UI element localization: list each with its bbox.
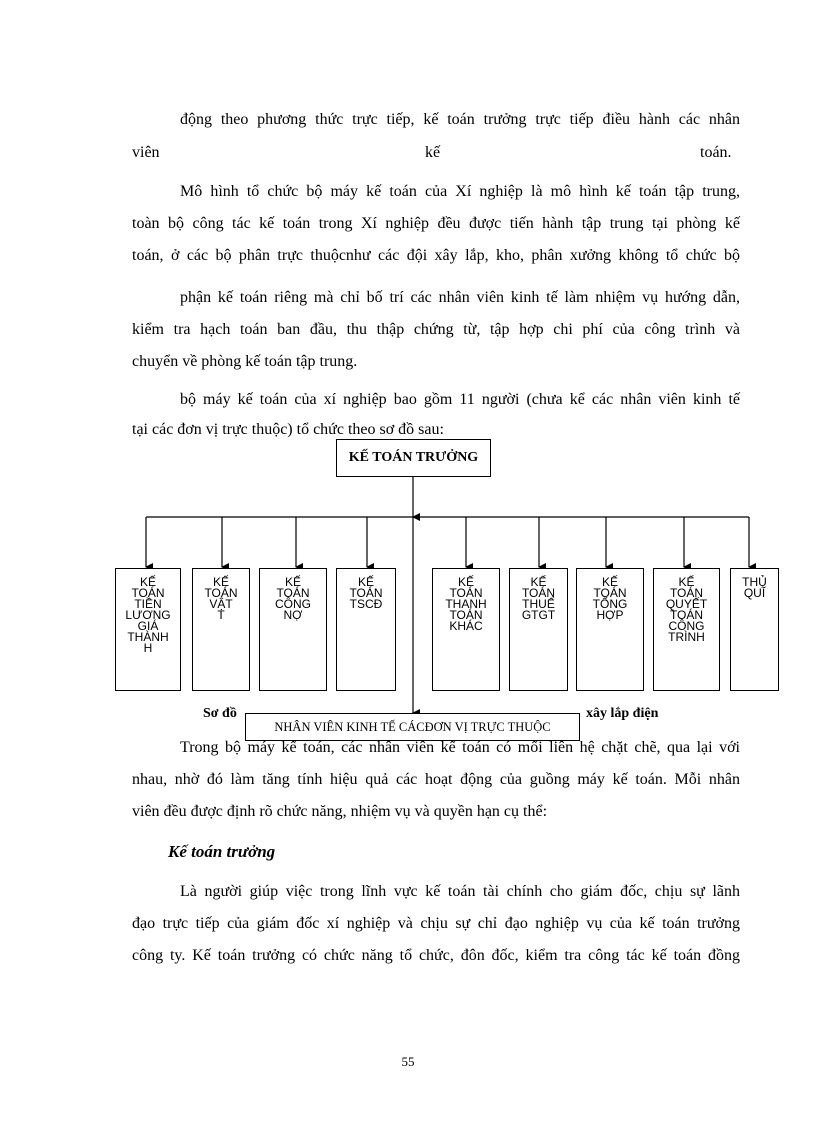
paragraph-line: đạo trực tiếp của giám đốc xí nghiệp và chịu sự chỉ đạo nghiệp vụ của kế toán trưởng xyxy=(132,915,740,932)
diagram-caption-right: xây lắp điện xyxy=(586,706,659,721)
paragraph-line: nhau, nhờ đó làm tăng tính hiệu quả các hoạt động của guồng máy kế toán. Mỗi nhân xyxy=(132,771,740,788)
dept-box-salary-cost: KẾ TOÁN TIỀN LƯƠNG GIÁ THÀNH H xyxy=(115,568,181,691)
paragraph-line: toàn bộ công tác kế toán trong Xí nghiệp đều được tiến hành tập trung tại phòng kế xyxy=(132,215,740,232)
paragraph-line: động theo phương thức trực tiếp, kế toán trưởng trực tiếp điều hành các nhân xyxy=(180,111,740,128)
paragraph-line: tại các đơn vị trực thuộc) tổ chức theo sơ đồ sau: xyxy=(132,421,444,438)
dept-box-payables: KẾ TOÁN CÔNG NỢ xyxy=(259,568,327,691)
dept-box-project-settlement: KẾ TOÁN QUYẾT TOÁN CÔNG TRÌNH xyxy=(653,568,720,691)
paragraph-line: công ty. Kế toán trưởng có chức năng tổ chức, đôn đốc, kiểm tra công tác kế toán đồng xyxy=(132,947,740,964)
paragraph-line: Là người giúp việc trong lĩnh vực kế toán tài chính cho giám đốc, chịu sự lãnh xyxy=(180,883,740,900)
section-heading: Kế toán trưởng xyxy=(168,842,276,861)
paragraph-line: Trong bộ máy kế toán, các nhân viên kế toán có mối liên hệ chặt chẽ, qua lại với xyxy=(180,739,740,756)
economic-staff-box: NHÂN VIÊN KINH TẾ CÁCĐƠN VỊ TRỰC THUỘC xyxy=(245,713,580,741)
paragraph-line: phận kế toán riêng mà chỉ bố trí các nhân viên kinh tế làm nhiệm vụ hướng dẫn, xyxy=(180,289,740,306)
dept-box-materials: KẾ TOÁN VẬT T xyxy=(192,568,250,691)
page-number: 55 xyxy=(401,1054,415,1069)
paragraph-line: bộ máy kế toán của xí nghiệp bao gồm 11 người (chưa kể các nhân viên kinh tế xyxy=(180,391,740,408)
dept-box-treasurer: THỦ QUĨ xyxy=(730,568,779,691)
paragraph-word: kế xyxy=(425,144,441,161)
paragraph-line: kiểm tra hạch toán ban đầu, thu thập chứng từ, tập hợp chi phí của công trình và xyxy=(132,321,740,338)
paragraph-line: toán, ở các bộ phân trực thuộcnhư các đội xây lắp, kho, phân xưởng không tổ chức bộ xyxy=(132,247,740,264)
dept-box-other-payments: KẾ TOÁN THANH TOÁN KHÁC xyxy=(432,568,500,691)
paragraph-word: viên xyxy=(132,144,160,161)
paragraph-line: viên đều được định rõ chức năng, nhiệm vụ và quyền hạn cụ thể: xyxy=(132,803,548,820)
dept-box-fixed-assets: KẾ TOÁN TSCĐ xyxy=(336,568,396,691)
diagram-caption-left: Sơ đồ xyxy=(203,706,237,721)
chief-accountant-box: KẾ TOÁN TRƯỞNG xyxy=(336,439,491,477)
dept-box-general: KẾ TOÁN TỔNG HỢP xyxy=(576,568,644,691)
paragraph-line: Mô hình tổ chức bộ máy kế toán của Xí nghiệp là mô hình kế toán tập trung, xyxy=(180,183,740,200)
dept-box-vat: KẾ TOÁN THUẾ GTGT xyxy=(509,568,568,691)
paragraph-word: toán. xyxy=(700,144,732,161)
paragraph-line: chuyển về phòng kế toán tập trung. xyxy=(132,353,358,370)
